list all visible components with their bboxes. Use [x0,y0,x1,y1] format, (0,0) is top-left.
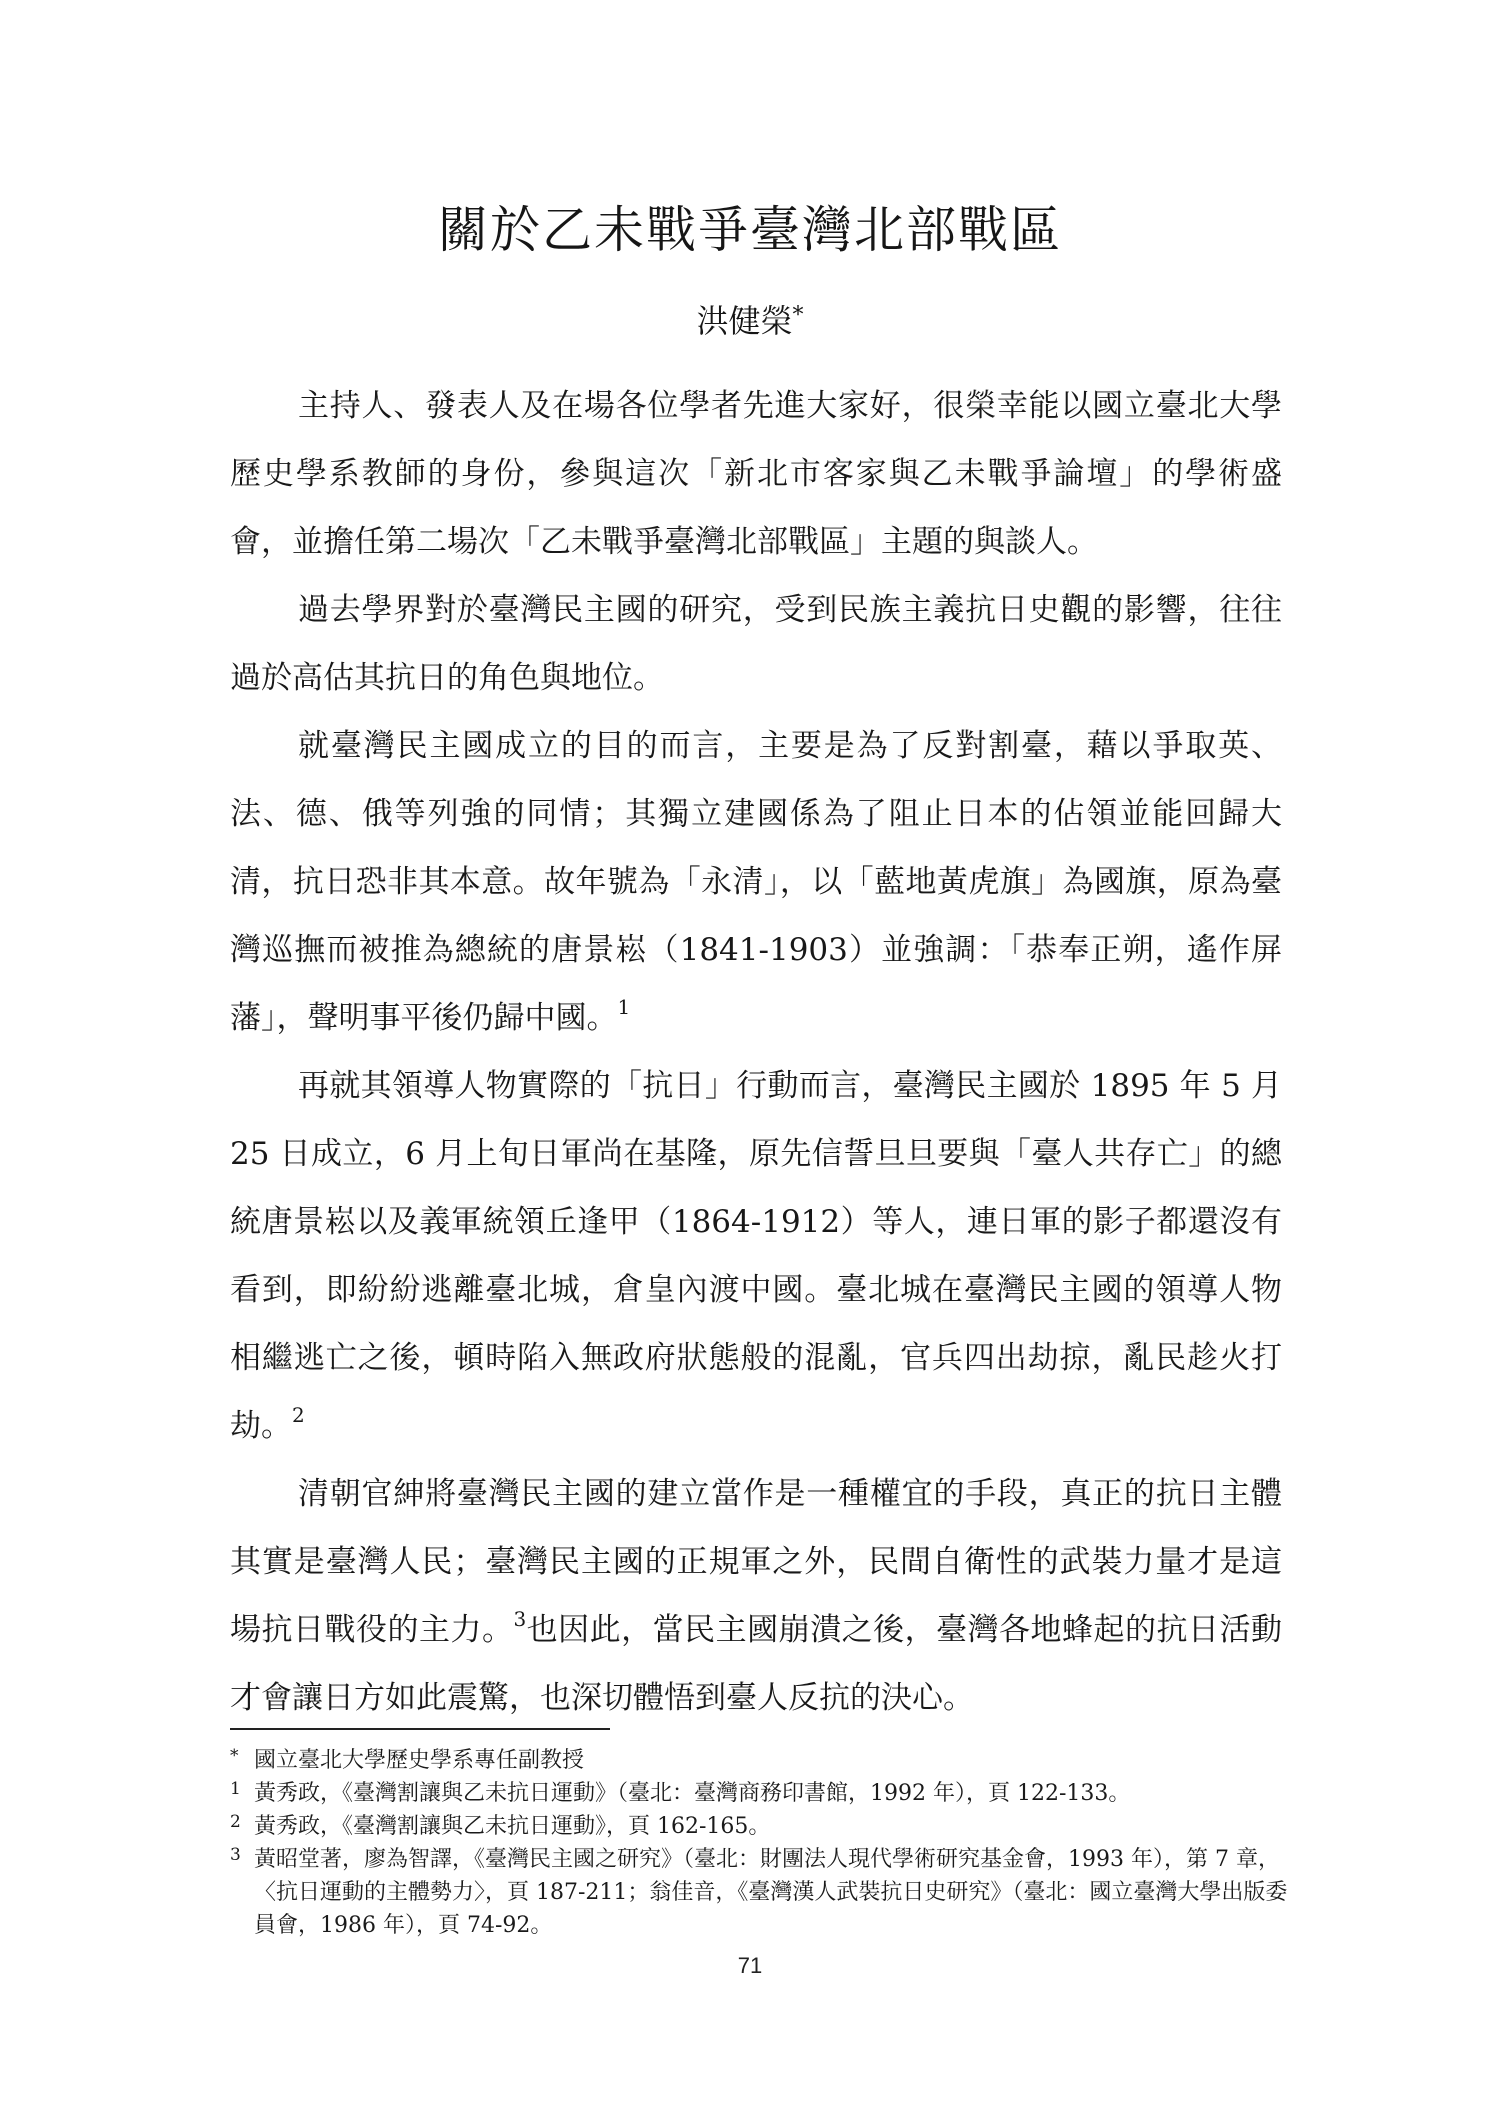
paragraph-2 [230,576,1282,712]
footnote-ref-2: 2 [292,1403,305,1427]
footnote-separator [230,1728,610,1730]
paragraph-5 [230,1460,1282,1732]
page-number: 71 [737,1953,763,1978]
footnote-text: 黃昭堂著，廖為智譯，《臺灣民主國之研究》（臺北：財團法人現代學術研究基金會，1993 年），第 7 章，〈抗日運動的主體勢力〉，頁 187-211；翁佳音，《臺灣漢人武裝抗日史研究》（臺北：國立臺灣大學出版委員會，1986 年），頁 74-92。 [254,1847,1288,1938]
paragraph-text-continued: 也因此，當民主國崩潰之後，臺灣各地蜂起的抗日活動才會讓日方如此震驚，也深切體悟到臺人反抗的決心。 [230,1612,1282,1716]
author-name: 洪健榮 [696,302,793,340]
paragraph-text: 清朝官紳將臺灣民主國的建立當作是一種權宜的手段，真正的抗日主體其實是臺灣人民；臺灣民主國的正規軍之外，民間自衛性的武裝力量才是這場抗日戰役的主力。 [230,1476,1282,1648]
footnote-text: 黃秀政，《臺灣割讓與乙未抗日運動》（臺北：臺灣商務印書館，1992 年），頁 122-133。 [254,1781,1131,1806]
footnote-mark: 2 [230,1812,241,1832]
footnote [230,1810,1290,1843]
paragraph-text: 過去學界對於臺灣民主國的研究，受到民族主義抗日史觀的影響，往往過於高估其抗日的角色與地位。 [230,592,1282,696]
footnote-mark: 1 [230,1779,241,1799]
footnote-text: 黃秀政，《臺灣割讓與乙未抗日運動》，頁 162-165。 [254,1814,771,1839]
author-footnote-mark: * [792,303,804,328]
footnote-ref-3: 3 [513,1607,527,1631]
paragraph-text: 主持人、發表人及在場各位學者先進大家好，很榮幸能以國立臺北大學歷史學系教師的身份，參與這次「新北市客家與乙未戰爭論壇」的學術盛會，並擔任第二場次「乙未戰爭臺灣北部戰區」主題的與談人。 [230,388,1282,560]
page-title: 關於乙未戰爭臺灣北部戰區 [438,201,1062,259]
paragraph-4 [230,1052,1282,1460]
footnote [230,1744,1290,1777]
footnote-text: 國立臺北大學歷史學系專任副教授 [254,1748,585,1773]
paragraph-text: 再就其領導人物實際的「抗日」行動而言，臺灣民主國於 1895 年 5 月 25 日成立，6 月上旬日軍尚在基隆，原先信誓旦旦要與「臺人共存亡」的總統唐景崧以及義軍統領丘逢甲（1864-1912）等人，連日軍的影子都還沒有看到，即紛紛逃離臺北城，倉皇內渡中國。臺北城在臺灣民主國的領導人物相繼逃亡之後，頓時陷入無政府狀態般的混亂，官兵四出劫掠，亂民趁火打劫。 [230,1068,1282,1444]
footnote [230,1843,1290,1942]
footnote-mark: 3 [230,1845,241,1865]
footnote-mark: * [230,1746,239,1766]
footnote [230,1777,1290,1810]
paragraph-1 [230,372,1282,576]
footnote-ref-1: 1 [617,995,631,1019]
paragraph-text: 就臺灣民主國成立的目的而言，主要是為了反對割臺，藉以爭取英、法、德、俄等列強的同情；其獨立建國係為了阻止日本的佔領並能回歸大清，抗日恐非其本意。故年號為「永清」，以「藍地黃虎旗」為國旗，原為臺灣巡撫而被推為總統的唐景崧（1841-1903）並強調：「恭奉正朔，遙作屏藩」，聲明事平後仍歸中國。 [230,728,1282,1036]
footnotes [230,1744,1290,1942]
paragraph-3 [230,712,1282,1052]
body-text [230,372,1282,1732]
author-line [0,296,1500,342]
